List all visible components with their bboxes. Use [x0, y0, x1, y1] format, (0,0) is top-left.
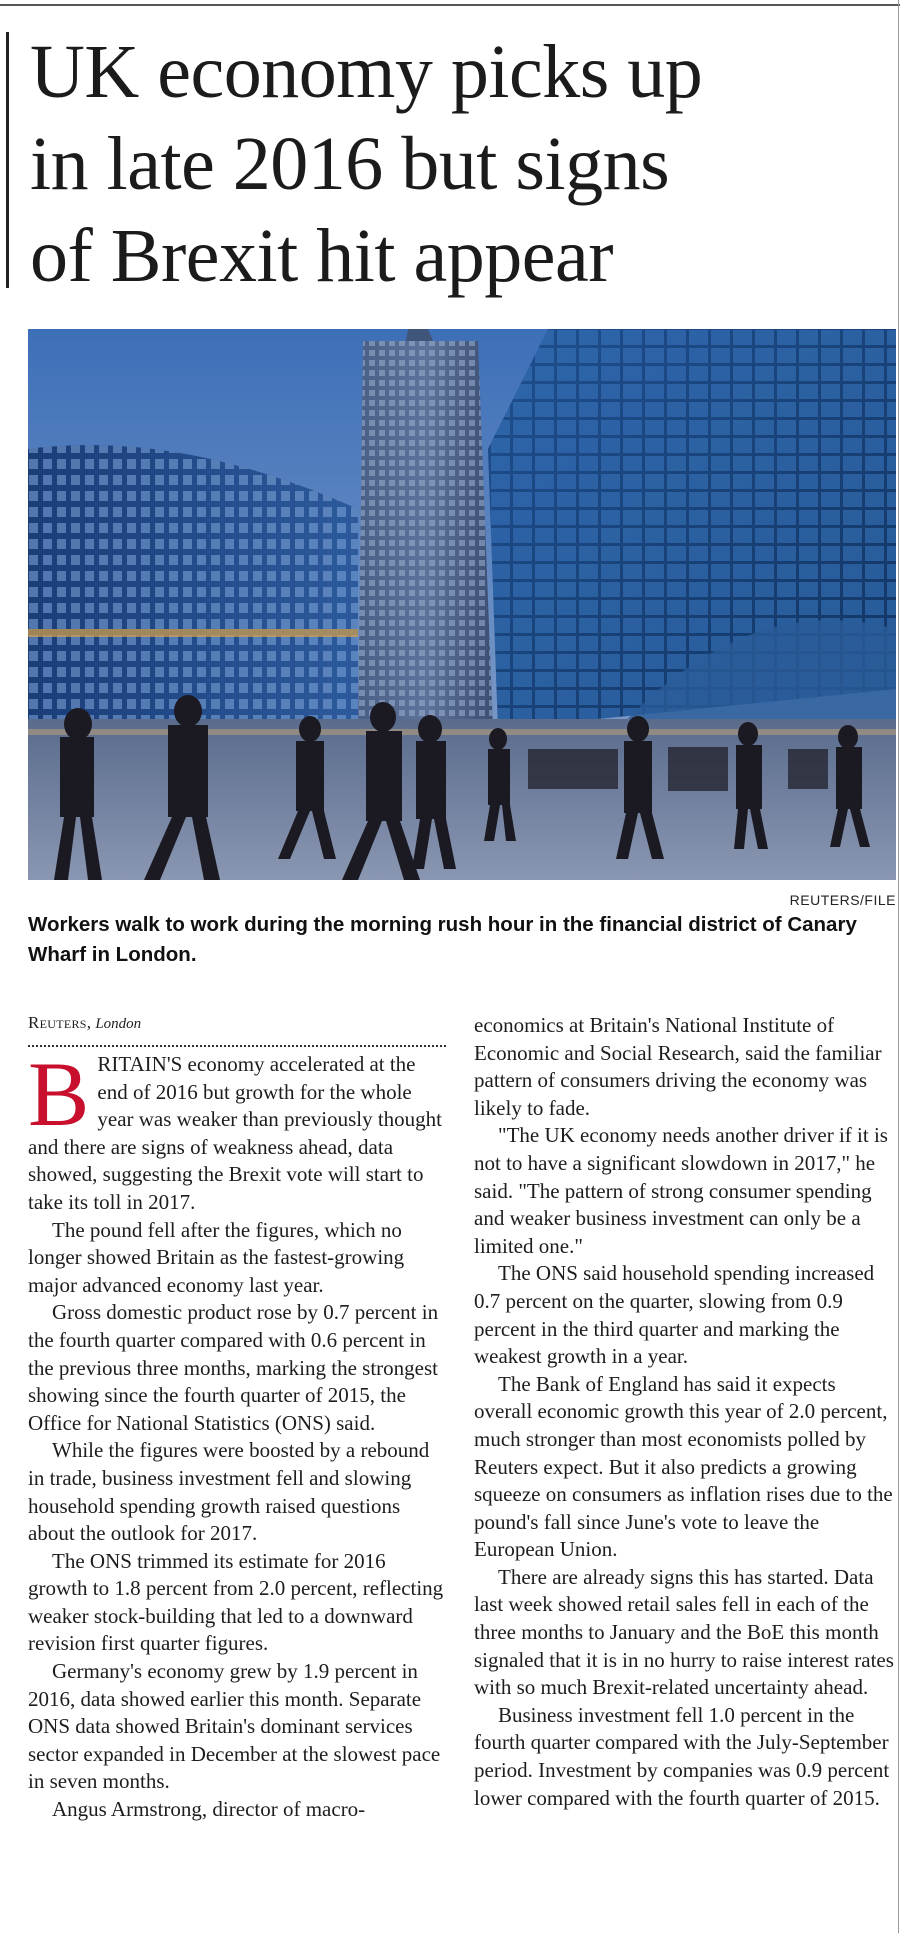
- continuation-paragraph: economics at Britain's National Institute of Economic and Social Research, said the familiar pattern of consumers driving the economy was likely to fade.: [474, 1013, 882, 1120]
- body-paragraph: The Bank of England has said it expects overall economic growth this year of 2.0 percent, much stronger than most economists polled by Reuters expect. But it also predicts a growing squeeze on consumers as inflation rises due to the pound's fall since June's vote to leave the European Union.: [474, 1371, 893, 1562]
- headline: [30, 26, 895, 302]
- body-paragraph: The ONS said household spending increased 0.7 percent on the quarter, slowing from 0.9 percent in the third quarter and marking the weakest growth in a year.: [474, 1261, 875, 1369]
- dotted-divider: [28, 1045, 446, 1047]
- dateline: [28, 1012, 448, 1035]
- photo-credit: REUTERS/FILE: [789, 892, 896, 908]
- article-photo: [28, 329, 896, 880]
- body-paragraph: The ONS trimmed its estimate for 2016 growth to 1.8 percent from 2.0 percent, reflecting weaker stock-building that led to a downward revision first quarter figures.: [28, 1548, 444, 1656]
- body-paragraph: Business investment fell 1.0 percent in the fourth quarter compared with the July-September period. Investment by companies was 0.9 percent lower compared with the fourth quarter of 2015.: [474, 1702, 890, 1810]
- article-column-right: [474, 1012, 894, 1812]
- body-paragraph: Angus Armstrong, director of macro-: [52, 1797, 366, 1822]
- body-paragraph: "The UK economy needs another driver if it is not to have a significant slowdown in 2017," he said. "The pattern of strong consumer spending and weaker business investment can only be a limited one.": [474, 1123, 888, 1258]
- top-rule: [0, 4, 900, 6]
- headline-accent-bar: [6, 32, 9, 288]
- headline-line: of Brexit hit appear: [30, 214, 614, 298]
- lead-paragraph: [28, 1043, 448, 1217]
- photo-caption: Workers walk to work during the morning rush hour in the financial district of Canary Wharf in London.: [28, 913, 857, 966]
- body-paragraph: While the figures were boosted by a rebound in trade, business investment fell and slowing household spending growth raised questions about the outlook for 2017.: [28, 1438, 430, 1546]
- drop-cap: B: [28, 1043, 90, 1145]
- body-paragraph: The pound fell after the figures, which no longer showed Britain as the fastest-growing major advanced economy last year.: [28, 1217, 405, 1297]
- dateline-city: London: [95, 1016, 142, 1032]
- right-rule: [898, 0, 899, 1933]
- headline-line: UK economy picks up: [30, 30, 703, 114]
- dateline-agency: Reuters,: [28, 1013, 92, 1032]
- headline-line: in late 2016 but signs: [30, 122, 670, 206]
- lead-text: RITAIN'S economy accelerated at the end of 2016 but growth for the whole year was weaker than previously thought and there are signs of weakness ahead, data showed, suggesting the Brexit vote will start to take its toll in 2017.: [28, 1052, 443, 1214]
- body-paragraph: Germany's economy grew by 1.9 percent in 2016, data showed earlier this month. Separate ONS data showed Britain's dominant services sector expanded in December at the slowest pace in seven months.: [28, 1659, 441, 1794]
- article-column-left: [28, 1012, 448, 1824]
- body-paragraph: Gross domestic product rose by 0.7 percent in the fourth quarter compared with 0.6 percent in the previous three months, marking the strongest showing since the fourth quarter of 2015, the Office for National Statistics (ONS) said.: [28, 1300, 439, 1435]
- body-paragraph: There are already signs this has started. Data last week showed retail sales fell in each of the three months to January and the BoE this month signaled that it is in no hurry to raise interest rates with so much Brexit-related uncertainty ahead.: [474, 1564, 894, 1700]
